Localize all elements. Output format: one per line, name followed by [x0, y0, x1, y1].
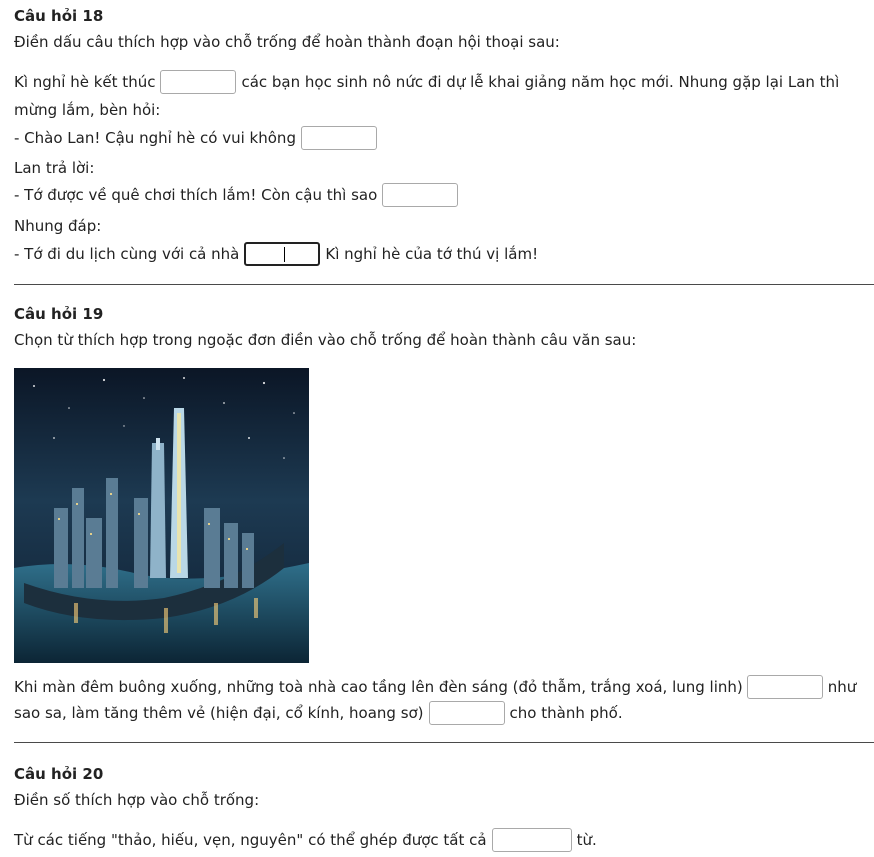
- question-19-title: Câu hỏi 19: [14, 305, 104, 323]
- q18-text-1a: Kì nghỉ hè kết thúc: [14, 72, 156, 91]
- q19-sentence-2: [14, 699, 623, 726]
- divider-1: [14, 284, 874, 285]
- divider-2: [14, 742, 874, 743]
- q18-text-1b: các bạn học sinh nô nức đi dự lễ khai giảng năm học mới. Nhung gặp lại Lan thì: [241, 72, 840, 91]
- q20-text-1b: từ.: [576, 830, 597, 849]
- question-19-instruction: Chọn từ thích hợp trong ngoặc đơn điền vào chỗ trống để hoàn thành câu văn sau:: [14, 330, 637, 349]
- q18-text-7a: - Tớ đi du lịch cùng với cả nhà: [14, 244, 240, 263]
- q18-text-4: Lan trả lời:: [14, 158, 95, 177]
- q19-text-1a: Khi màn đêm buông xuống, những toà nhà cao tầng lên đèn sáng (đỏ thẫm, trắng xoá, lung linh): [14, 677, 743, 696]
- question-20-instruction: Điền số thích hợp vào chỗ trống:: [14, 790, 260, 809]
- q18-sentence-3: [14, 124, 382, 151]
- q18-blank-3[interactable]: [382, 183, 458, 207]
- q19-sentence-1: [14, 673, 856, 700]
- q18-text-3: - Chào Lan! Cậu nghỉ hè có vui không: [14, 128, 296, 147]
- night-city-image: [14, 368, 309, 663]
- q19-blank-2[interactable]: [429, 701, 505, 725]
- text-cursor: [284, 247, 285, 262]
- q19-blank-1[interactable]: [747, 675, 823, 699]
- q19-text-2a: sao sa, làm tăng thêm vẻ (hiện đại, cổ kính, hoang sơ): [14, 703, 424, 722]
- q18-blank-2[interactable]: [301, 126, 377, 150]
- question-18-instruction: Điền dấu câu thích hợp vào chỗ trống để hoàn thành đoạn hội thoại sau:: [14, 32, 560, 51]
- q18-text-2: mừng lắm, bèn hỏi:: [14, 100, 161, 119]
- q18-text-7b: Kì nghỉ hè của tớ thú vị lắm!: [325, 244, 539, 263]
- q18-blank-4[interactable]: [244, 242, 320, 266]
- q18-text-6: Nhung đáp:: [14, 216, 102, 235]
- q18-sentence-5: [14, 181, 463, 208]
- q18-blank-1[interactable]: [160, 70, 236, 94]
- question-20-title: Câu hỏi 20: [14, 765, 104, 783]
- question-18-title: Câu hỏi 18: [14, 7, 104, 25]
- q18-text-5: - Tớ được về quê chơi thích lắm! Còn cậu thì sao: [14, 185, 378, 204]
- q18-sentence-7: [14, 240, 538, 267]
- q20-sentence-1: [14, 826, 597, 853]
- q19-text-2b: cho thành phố.: [509, 703, 623, 722]
- q18-sentence-1: [14, 68, 839, 95]
- q19-text-1b: như: [827, 677, 857, 696]
- q20-blank-1[interactable]: [492, 828, 572, 852]
- q20-text-1a: Từ các tiếng "thảo, hiếu, vẹn, nguyên" có thể ghép được tất cả: [14, 830, 487, 849]
